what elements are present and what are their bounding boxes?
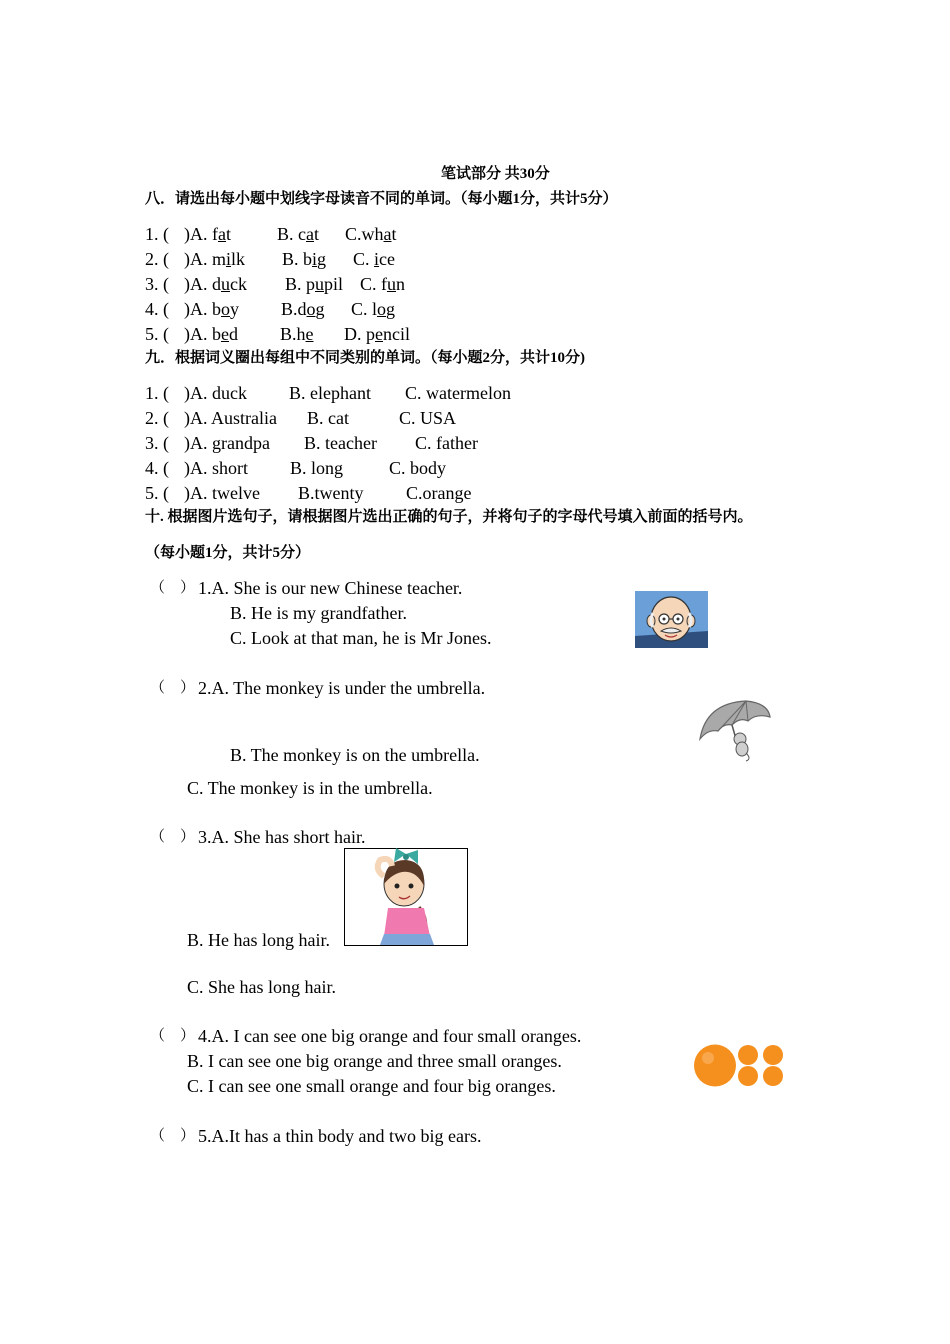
grandfather-picture — [635, 591, 708, 648]
question-number: 4. ( — [145, 299, 169, 319]
option-b: B. long — [290, 458, 344, 478]
section-9-heading: 九．根据词义圈出每组中不同类别的单词。（每小题2分，共计10分) — [145, 350, 585, 366]
option-b: B. teacher — [304, 433, 377, 453]
question-number: 2. ( — [145, 408, 169, 428]
option-c: C. Look at that man, he is Mr Jones. — [230, 628, 492, 648]
option-b: B.twenty — [298, 483, 364, 503]
option-b: B. cat — [277, 224, 320, 244]
option-a: )A. bed — [184, 324, 238, 344]
question-number: 1. ( — [145, 383, 169, 403]
option-c: C. body — [389, 458, 447, 478]
option-a: )A. milk — [184, 249, 246, 269]
answer-paren: （ ） — [150, 829, 196, 845]
answer-paren: （ ） — [150, 680, 196, 696]
answer-paren: （ ） — [150, 1128, 196, 1144]
option-b: B. pupil — [285, 274, 344, 294]
option-c: C.orange — [406, 483, 472, 503]
option-a: 4.A. I can see one big orange and four small oranges. — [198, 1026, 582, 1046]
oranges-picture — [693, 1044, 786, 1087]
question-number: 2. ( — [145, 249, 169, 269]
option-c: C. She has long hair. — [187, 977, 336, 997]
girl-picture — [344, 848, 468, 946]
option-a: 5.A.It has a thin body and two big ears. — [198, 1126, 482, 1146]
option-a: )A. twelve — [184, 483, 260, 503]
option-c: C. fun — [360, 274, 405, 294]
question-number: 3. ( — [145, 274, 169, 294]
option-a: )A. fat — [184, 224, 232, 244]
question-number: 4. ( — [145, 458, 169, 478]
option-c: C. USA — [399, 408, 457, 428]
option-a: )A. duck — [184, 383, 247, 403]
option-a: 3.A. She has short hair. — [198, 827, 366, 847]
option-a: )A. Australia — [184, 408, 277, 428]
option-a: )A. duck — [184, 274, 247, 294]
section-10-subheading: （每小题1分，共计5分） — [145, 545, 311, 561]
option-c: C. watermelon — [405, 383, 511, 403]
option-b: B. big — [282, 249, 327, 269]
answer-paren: （ ） — [150, 580, 196, 596]
option-b: B.dog — [281, 299, 325, 319]
option-c: C. ice — [353, 249, 396, 269]
option-b: B. cat — [307, 408, 349, 428]
option-a: 2.A. The monkey is under the umbrella. — [198, 678, 486, 698]
option-b: B. He is my grandfather. — [230, 603, 407, 623]
option-c: C. I can see one small orange and four big oranges. — [187, 1076, 556, 1096]
question-number: 5. ( — [145, 483, 169, 503]
option-b: B. I can see one big orange and three small oranges. — [187, 1051, 562, 1071]
option-a: )A. grandpa — [184, 433, 270, 453]
option-c: C. The monkey is in the umbrella. — [187, 778, 433, 798]
option-b: B. elephant — [289, 383, 371, 403]
option-c: C. father — [415, 433, 478, 453]
question-number: 1. ( — [145, 224, 169, 244]
section-8-heading: 八．请选出每小题中划线字母读音不同的单词。（每小题1分，共计5分） — [145, 191, 618, 207]
option-c: D. pencil — [344, 324, 410, 344]
question-number: 3. ( — [145, 433, 169, 453]
option-c: C. log — [351, 299, 396, 319]
monkey-umbrella-picture — [696, 699, 772, 762]
question-number: 5. ( — [145, 324, 169, 344]
option-b: B.he — [280, 324, 314, 344]
option-a: )A. boy — [184, 299, 239, 319]
option-a: )A. short — [184, 458, 248, 478]
section-10-heading: 十. 根据图片选句子，请根据图片选出正确的句子，并将句子的字母代号填入前面的括号内。 — [145, 509, 753, 525]
option-b: B. The monkey is on the umbrella. — [230, 745, 480, 765]
option-c: C.what — [345, 224, 397, 244]
option-a: 1.A. She is our new Chinese teacher. — [198, 578, 463, 598]
answer-paren: （ ） — [150, 1028, 196, 1044]
option-b: B. He has long hair. — [187, 930, 330, 950]
page-title: 笔试部分 共30分 — [441, 166, 550, 182]
